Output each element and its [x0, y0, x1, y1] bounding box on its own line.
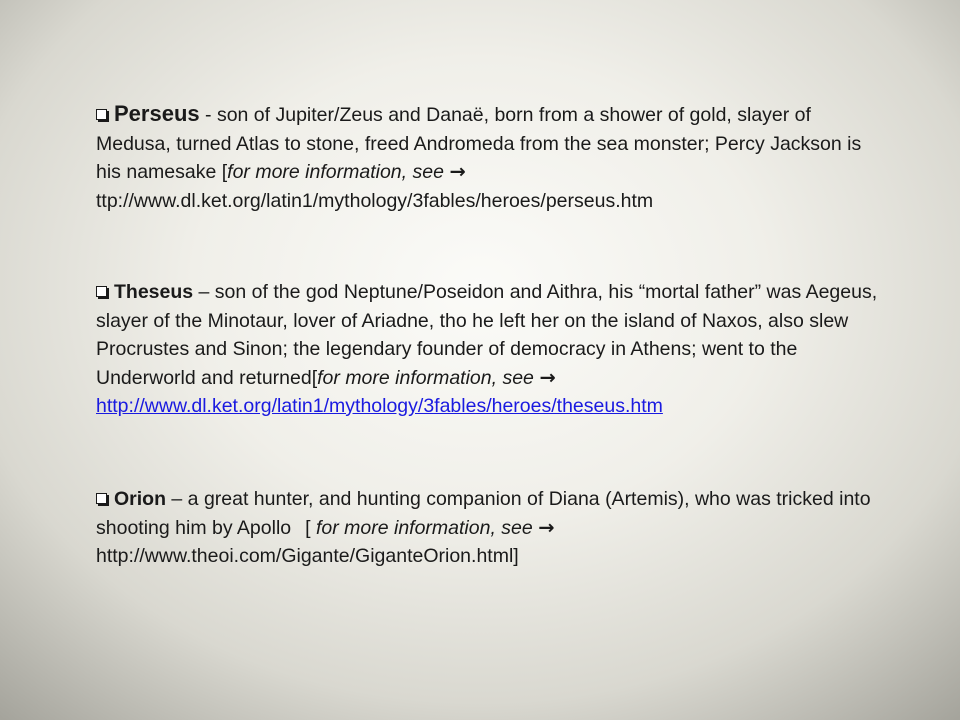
more-info-label-perseus: for more information, see: [227, 161, 450, 183]
checkbox-bullet-icon: [96, 286, 108, 298]
more-info-label-orion: for more information, see: [315, 516, 539, 539]
hero-name-theseus: Theseus: [114, 281, 194, 303]
hero-perseus-paragraph: [96, 100, 886, 215]
hero-description-orion: – a great hunter, and hunting companion of Diana (Artemis), who was tricked into shooting him by Apollo: [96, 488, 871, 539]
more-info-label-theseus: for more information, see: [317, 366, 540, 389]
hero-theseus-paragraph: [96, 278, 886, 421]
hero-description-theseus: – son of the god Neptune/Poseidon and Aithra, his “mortal father” was Aegeus, slayer of the Minotaur, lover of Ariadne, tho he left her on the island of Naxos, also slew Procrustes and Sinon; the legendary founder of democracy in Athens; went to the Underworld and returned[: [96, 281, 878, 389]
hero-name-orion: Orion: [114, 488, 166, 510]
hero-name-perseus: Perseus: [114, 101, 200, 126]
hero-description-perseus: - son of Jupiter/Zeus and Danaë, born from a shower of gold, slayer of Medusa, turned Atlas to stone, freed Andromeda from the sea monster; Percy Jackson is his namesake [: [96, 104, 862, 183]
right-arrow-icon: →: [449, 160, 466, 183]
url-perseus: ttp://www.dl.ket.org/latin1/mythology/3fables/heroes/perseus.htm: [96, 189, 654, 212]
url-link-theseus[interactable]: http://www.dl.ket.org/latin1/mythology/3fables/heroes/theseus.htm: [96, 395, 663, 417]
checkbox-bullet-icon: [96, 109, 108, 121]
url-orion: http://www.theoi.com/Gigante/GiganteOrion.html]: [96, 545, 519, 567]
right-arrow-icon: →: [539, 365, 556, 389]
bracket-open-orion: [: [305, 516, 316, 539]
checkbox-bullet-icon: [96, 493, 108, 505]
hero-orion-paragraph: [96, 485, 886, 571]
right-arrow-icon: →: [538, 515, 555, 539]
